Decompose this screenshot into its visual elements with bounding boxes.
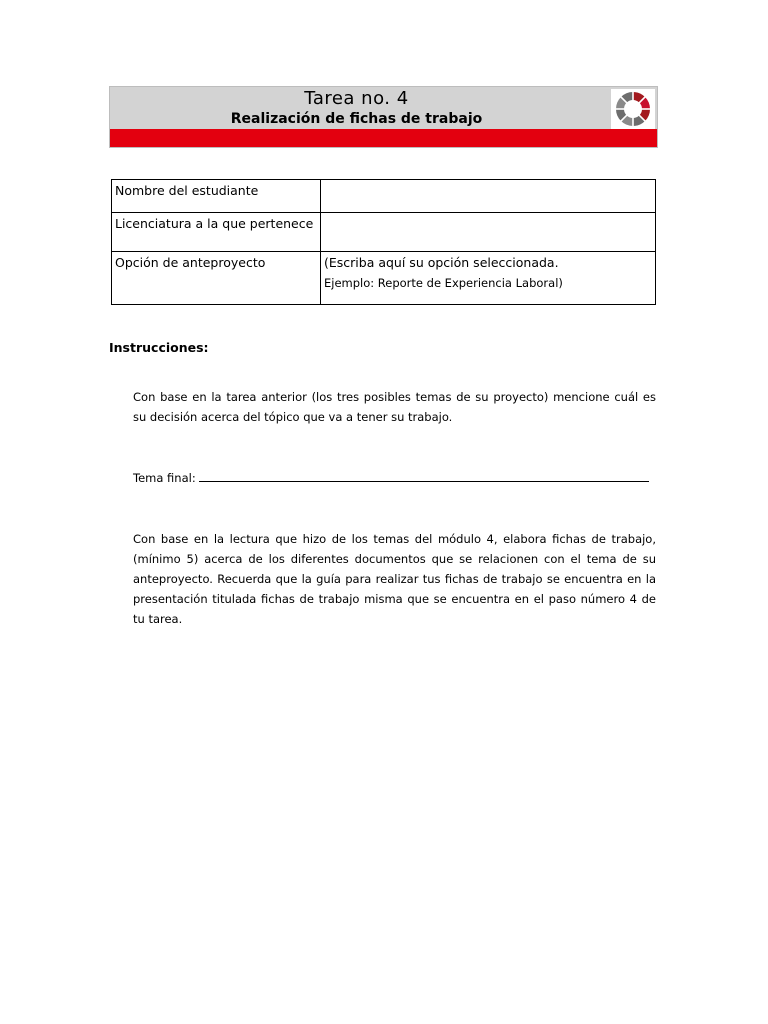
student-info-table: [111, 179, 656, 305]
student-name-field[interactable]: [321, 180, 656, 213]
table-row: [112, 213, 656, 252]
student-name-label: Nombre del estudiante: [112, 180, 321, 213]
header-red-band: [110, 129, 657, 147]
project-option-label: Opción de anteproyecto: [112, 252, 321, 305]
project-option-field[interactable]: [321, 252, 656, 305]
document-title: Tarea no. 4: [304, 88, 409, 109]
degree-field[interactable]: [321, 213, 656, 252]
instruction-paragraph-1: Con base en la tarea anterior (los tres posibles temas de su proyecto) mencione cuál es su decisión acerca del tópico que va a tener su trabajo.: [133, 390, 656, 424]
table-row: [112, 180, 656, 213]
instructions-heading: Instrucciones:: [109, 340, 209, 355]
project-option-hint-line2: Ejemplo: Reporte de Experiencia Laboral): [324, 276, 563, 290]
final-topic-label: Tema final:: [133, 471, 196, 485]
final-topic-blank[interactable]: [199, 471, 649, 482]
table-row: [112, 252, 656, 305]
segmented-ring-logo-icon: [611, 89, 655, 129]
degree-label: Licenciatura a la que pertenece: [112, 213, 321, 252]
project-option-hint-line1: (Escriba aquí su opción seleccionada.: [324, 255, 559, 270]
instruction-paragraph-2: Con base en la lectura que hizo de los temas del módulo 4, elabora fichas de trabajo, (mínimo 5) acerca de los diferentes documentos que se relacionen con el tema de su anteproyecto. Recuerda que la guía para realizar tus fichas de trabajo se encuentra en la presentación titulada fichas de trabajo misma que se encuentra en el paso número 4 de tu tarea.: [133, 532, 656, 626]
document-subtitle: Realización de fichas de trabajo: [230, 111, 483, 127]
document-header: [109, 86, 658, 148]
final-topic-line: [133, 468, 656, 488]
